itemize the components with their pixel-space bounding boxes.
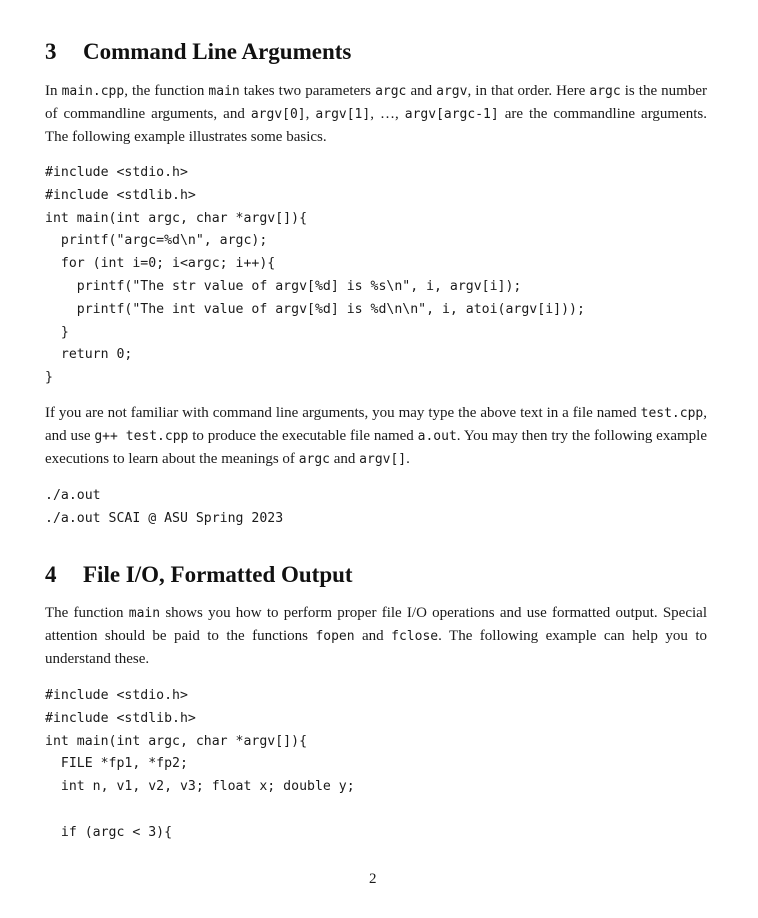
- text-run: , the function: [124, 83, 209, 99]
- code-line: printf("The str value of argv[%d] is %s\n", i, argv[i]);: [45, 278, 522, 294]
- code-line: int main(int argc, char *argv[]){: [45, 733, 308, 749]
- section-3-number: 3: [45, 39, 57, 64]
- code-line: }: [45, 324, 69, 340]
- text-run: and: [330, 451, 360, 467]
- inline-code: main: [208, 84, 240, 99]
- inline-code: test.cpp: [640, 406, 704, 421]
- section-4-title: File I/O, Formatted Output: [83, 562, 353, 587]
- text-run: and: [354, 628, 392, 644]
- text-run: takes two parameters: [239, 83, 376, 99]
- section-3-paragraph-intro: [45, 80, 707, 149]
- code-line: int main(int argc, char *argv[]){: [45, 210, 308, 226]
- section-4-code-example: [45, 685, 355, 845]
- code-line: int n, v1, v2, v3; float x; double y;: [45, 779, 355, 795]
- text-run: shows you how to perform proper file I/O operations and use formatted output. Special attention should be paid to the functions: [45, 605, 707, 644]
- text-run: , and use: [45, 405, 707, 444]
- text-run: .: [406, 451, 410, 467]
- inline-code: argc: [589, 84, 621, 99]
- text-run: . The following example can help you to understand these.: [45, 628, 707, 667]
- text-run: If you are not familiar with command line arguments, you may type the above text in a file named: [45, 405, 641, 421]
- text-run: In: [45, 83, 62, 99]
- section-4-heading: [45, 561, 353, 589]
- section-4-number: 4: [45, 562, 57, 587]
- text-run: , …,: [370, 106, 405, 122]
- code-line: if (argc < 3){: [45, 824, 173, 840]
- text-run: ,: [305, 106, 316, 122]
- code-line: printf("The int value of argv[%d] is %d\n\n", i, atoi(argv[i]));: [45, 301, 585, 317]
- inline-code: fclose: [391, 629, 439, 644]
- section-3-paragraph-usage: [45, 402, 707, 471]
- text-run: The function: [45, 605, 129, 621]
- inline-code: argv[]: [359, 452, 407, 467]
- code-line: }: [45, 370, 53, 386]
- inline-code: main: [128, 606, 161, 621]
- inline-code: fopen: [315, 629, 355, 644]
- inline-code: argc: [298, 452, 330, 467]
- inline-code: main.cpp: [61, 84, 125, 99]
- code-line: #include <stdlib.h>: [45, 710, 196, 726]
- code-line: ./a.out: [45, 488, 101, 503]
- text-run: is the number of commandline arguments, and: [45, 83, 707, 122]
- code-line: #include <stdlib.h>: [45, 187, 196, 203]
- code-line: ./a.out SCAI @ ASU Spring 2023: [45, 510, 284, 526]
- code-line: #include <stdio.h>: [45, 165, 188, 180]
- inline-code: argc: [375, 84, 407, 99]
- inline-code: a.out: [417, 429, 457, 444]
- code-line: printf("argc=%d\n", argc);: [45, 233, 268, 249]
- page-number: 2: [369, 871, 377, 887]
- code-line: #include <stdio.h>: [45, 688, 188, 703]
- section-3-code-executions: [45, 485, 283, 531]
- section-3-heading: [45, 38, 351, 66]
- inline-code: g++ test.cpp: [94, 429, 189, 444]
- text-run: , in that order. Here: [467, 83, 590, 99]
- text-run: to produce the executable file named: [188, 428, 418, 444]
- text-run: are the commandline arguments. The following example illustrates some basics.: [45, 106, 708, 145]
- section-4-paragraph-intro: [45, 602, 707, 671]
- code-line: return 0;: [45, 347, 133, 363]
- text-run: and: [406, 83, 437, 99]
- code-line: [45, 799, 355, 822]
- inline-code: argv[0]: [250, 107, 306, 122]
- section-3-title: Command Line Arguments: [83, 39, 352, 64]
- code-line: FILE *fp1, *fp2;: [45, 756, 188, 772]
- section-3-code-example: [45, 162, 585, 390]
- code-line: for (int i=0; i<argc; i++){: [45, 256, 276, 272]
- text-run: . You may then try the following example executions to learn about the meanings of: [45, 428, 707, 467]
- inline-code: argv[argc-1]: [404, 107, 499, 122]
- inline-code: argv: [436, 84, 468, 99]
- inline-code: argv[1]: [315, 107, 371, 122]
